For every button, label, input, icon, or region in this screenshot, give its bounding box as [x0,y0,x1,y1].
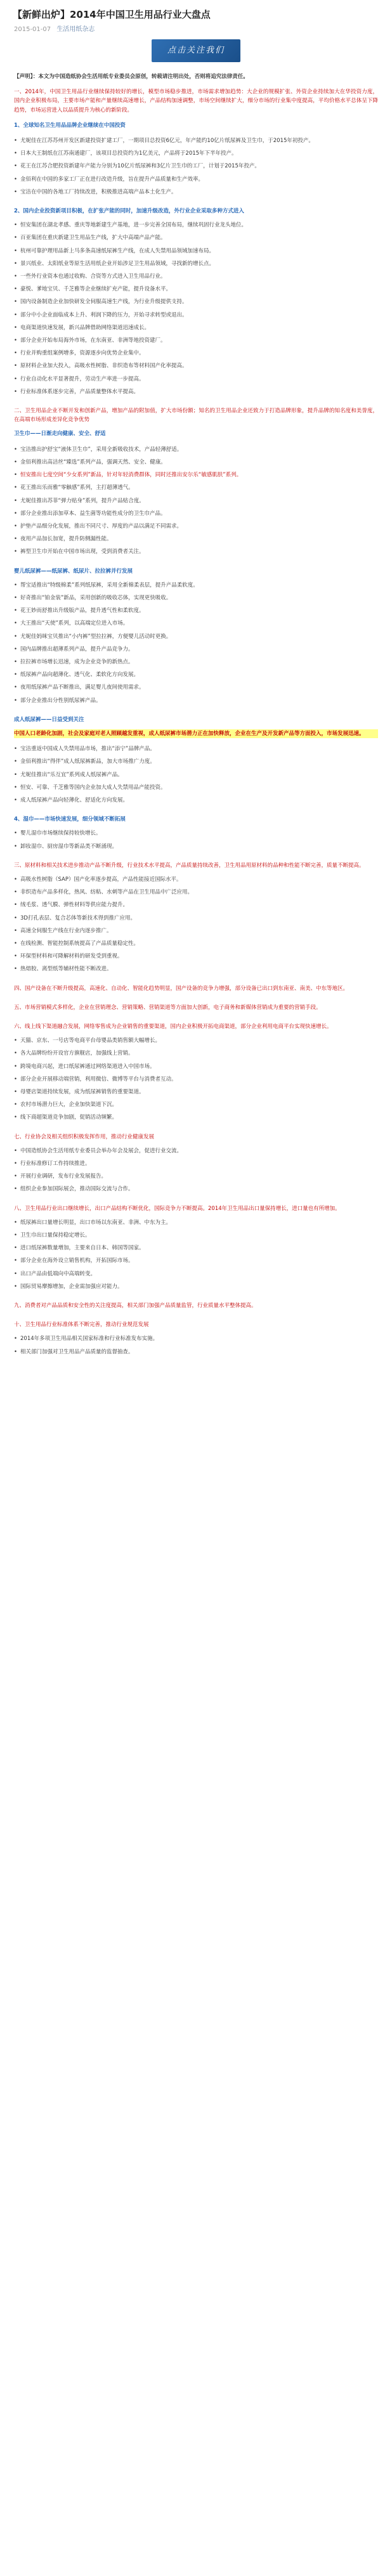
list-item: • 纸尿裤出口量增长明显，出口市场以东南亚、非洲、中东为主。 [14,1218,378,1227]
list-item: • 国内设备制造企业加快研发全伺服高速生产线，为行业升级提供支持。 [14,297,378,306]
list-item: • 尤妮佳推出“乐互宜”系列成人纸尿裤产品。 [14,771,378,779]
list [14,1036,378,1122]
list-item: • 帮宝适推出“特级棉柔”系列纸尿裤，采用全新棉柔表层，提升产品柔软度。 [14,581,378,590]
list-item: • 跨境电商兴起，进口纸尿裤通过网络渠道进入中国市场。 [14,1062,378,1071]
list-item: • 在线检测、智能控制系统提高了产品质量稳定性。 [14,939,378,948]
list-item: • 好奇推出“铂金装”新品，采用创新的吸收芯体，实现更快吸收。 [14,594,378,602]
list-item: • 卫生巾出口量保持稳定增长。 [14,1231,378,1240]
list-item: • 热熔胶、离型纸等辅材性能不断改进。 [14,965,378,973]
list-item: • 花王妙而舒推出升级版产品，提升透气性和柔软度。 [14,606,378,615]
list-item: • 尤妮佳妈咪宝贝推出“小内裤”型拉拉裤，方便婴儿活动时更换。 [14,632,378,641]
list-item: • 部分企业推出分性别纸尿裤产品。 [14,696,378,705]
list-item: • 宝洁在中国的各地工厂持续改进，积极推进高端产品本土化生产。 [14,188,378,197]
list-item: • 护垫产品细分化发展，推出不同尺寸、厚度的产品以满足不同需求。 [14,522,378,531]
list-item: • 非织造布产品多样化，热风、纺粘、水刺等产品在卫生用品中广泛应用。 [14,888,378,897]
list-item: • 绒毛浆、透气膜、弹性材料等供应能力提升。 [14,901,378,909]
list-item: • 宝洁推出护舒宝“液体卫生巾”，采用全新吸收技术，产品轻薄舒适。 [14,445,378,454]
list-item: • 进口纸尿裤数量增加，主要来自日本、韩国等国家。 [14,1244,378,1252]
list-item: • 出口产品由低端向中高端转变。 [14,1270,378,1278]
list-item: • 恒安、可靠、千芝雅等国内企业加大成人失禁用品产能投资。 [14,783,378,792]
list-item: • 部分中小企业面临成本上升、利润下降的压力，开始寻求转型或退出。 [14,311,378,320]
list [14,1218,378,1291]
section-4-title: 四、国产设备在不断升级提高，高速化、自动化、智能化趋势明显，国产设备的竞争力增强，部分设备已出口到东南亚、南美、中东等地区。 [14,985,349,992]
section-10-title: 十、卫生用品行业标准体系不断完善，推动行业规范发展 [14,1322,149,1329]
publish-date: 2015-01-07 [14,26,51,33]
article-body [9,72,383,1356]
list-item: • 百亚集团在重庆新建卫生用品生产线，扩大中高端产品产能。 [14,233,378,242]
list [14,221,378,396]
list [14,875,378,974]
list-item: • 高速全伺服生产线在行业内逐步推广。 [14,927,378,935]
list [14,1147,378,1194]
list-item: • 金佰利推出高洁丝“臻选”系列产品，强调天然、安全、健康。 [14,458,378,467]
list-item: • 夜用纸尿裤产品不断推出，满足婴儿夜间使用需求。 [14,683,378,692]
list-item: • 行业标准体系逐步完善，产品质量整体水平提高。 [14,387,378,396]
list-item: • 成人纸尿裤产品向轻薄化、舒适化方向发展。 [14,796,378,805]
list-item: • 金佰利在中国的多家工厂正在进行改造升级，旨在提升产品质量和生产效率。 [14,175,378,184]
section-9-title: 九、消费者对产品品质和安全性的关注度提高，相关部门加强产品质量监管，行业质量水平整体提高。 [14,1303,257,1310]
list-item: • 电商渠道快速发展，新兴品牌借助网络渠道迅速成长。 [14,323,378,332]
section-6-title: 六、线上线下渠道融合发展，网络零售成为企业销售的重要渠道，国内企业积极开拓电商渠道，部分企业利用电商平台实现快速增长。 [14,1024,332,1031]
list-item: • 金佰利推出“得伴”成人纸尿裤新品，加大市场推广力度。 [14,757,378,766]
list-item: • 2014年多项卫生用品相关国家标准和行业标准发布实施。 [14,1334,378,1343]
list-item: • 纸尿裤产品向超薄化、透气化、柔软化方向发展。 [14,670,378,679]
list-item: • 恒安推出七度空间“少女系列”新品，针对年轻消费群体，同时还推出安尔乐“敏感肌肤”系列。 [14,471,378,479]
section-1-title: 一、2014年，中国卫生用品行业继续保持较好的增长，模型市场稳步推进，市场需求增加趋势：大企业的规模扩张、外资企业持续加大在华投资力度，国内企业积极布局，主要市场产能和产量继续高速增长，产品结构加速调整，市场空间继续扩大，细分市场的行业集中度提高，平均价格水平总体呈下降趋势，市场运营进入以品质提升为核心的新阶段。 [14,89,378,114]
list-item: • 景兴纸业、太阳纸业等原生活用纸企业开始涉足卫生用品领域，寻找新的增长点。 [14,259,378,268]
subsection-heading: 1、全球知名卫生用品品牌企业继续在中国投资 [14,122,126,129]
list-item: • 夜用产品加长加宽，提升防侧漏性能。 [14,535,378,543]
list-item: • 行业并购重组案例增多，资源逐步向优势企业集中。 [14,349,378,358]
list-item: • 原材料企业加大投入，高吸水性树脂、非织造布等材料国产化率提高。 [14,361,378,370]
list-item: • 国际贸易摩擦增加，企业需加强应对能力。 [14,1282,378,1291]
list-item: • 中国造纸协会生活用纸专业委员会举办年会及展会，促进行业交流。 [14,1147,378,1155]
section-2-title: 二、卫生用品企业不断开发和创新产品，增加产品的附加值，扩大市场份额；知名的卫生用品企业还致力于打造品牌形象，提升品牌的知名度和美誉度，在高端市场形成差异化竞争优势 [14,408,378,424]
list-item: • 各大品牌纷纷开设官方旗舰店，加强线上营销。 [14,1049,378,1058]
list-item: • 卸妆湿巾、厨房湿巾等新品类不断涌现。 [14,842,378,851]
list-item: • 部分企业开展移动端营销，利用微信、微博等平台与消费者互动。 [14,1075,378,1084]
list-item: • 拉拉裤市场增长迅速，成为企业竞争的新热点。 [14,658,378,667]
list-item: • 日本大王制纸在江苏南通建厂，该项目总投资约为1亿美元，产品将于2015年下半年投产。 [14,149,378,158]
section-7-title: 七、行业协会及相关组织积极发挥作用，推动行业健康发展 [14,1133,155,1140]
list-item: • 婴儿湿巾市场继续保持较快增长。 [14,829,378,838]
subsection-heading: 成人纸尿裤——日益受到关注 [14,716,84,723]
list-item: • 宝洁重返中国成人失禁用品市场，推出“添宁”品牌产品。 [14,745,378,753]
list-item: • 农村市场潜力巨大，企业加快渠道下沉。 [14,1100,378,1109]
list [14,445,378,557]
list-item: • 组织企业参加国际展会，推动国际交流与合作。 [14,1185,378,1194]
article-meta [9,23,383,39]
list-item: • 3D打孔表层、复合芯体等新技术得到推广应用。 [14,914,378,923]
list-item: • 开展行业调研，发布行业发展报告。 [14,1172,378,1181]
subsection-heading: 卫生巾——日渐走向健康、安全、舒适 [14,431,106,438]
list-item: • 花王在江苏合肥投资新建年产能力分别为10亿片纸尿裤和3亿片卫生巾的工厂，计划于2015年投产。 [14,162,378,171]
list-item: • 尤妮佳推出苏菲“弹力贴身”系列，提升产品贴合度。 [14,497,378,505]
list-item: • 天猫、京东、一号店等电商平台母婴品类销售额大幅增长。 [14,1036,378,1045]
list [14,581,378,705]
list-item: • 相关部门加强对卫生用品产品质量的监督抽查。 [14,1348,378,1356]
list-item: • 裤型卫生巾开始在中国市场出现，受到消费者关注。 [14,547,378,556]
subsection-heading: 4、湿巾——市场快速发展，细分领域不断拓展 [14,816,126,823]
list-item: • 大王推出“天使”系列，以高端定位进入市场。 [14,619,378,628]
list-item: • 杭州可靠护理用品新上马多条高速纸尿裤生产线，在成人失禁用品领域加速布局。 [14,247,378,256]
list-item: • 尤妮佳在江苏苏州开发区新建投资扩建工厂，一期项目总投资6亿元，年产能约10亿片纸尿裤及卫生巾，于2015年初投产。 [14,136,378,145]
list [14,1334,378,1356]
list [14,829,378,850]
source-link[interactable]: 生活用纸杂志 [56,26,95,33]
statement: 【声明】：本文为中国造纸协会生活用纸专业委员会原创，转载请注明出处，否则将追究法律责任。 [14,74,249,80]
list-item: • 花王推出乐而雅“零触感”系列，主打超薄透气。 [14,483,378,492]
list-item: • 环保型材料和可降解材料的研发受到重视。 [14,952,378,961]
subsection-heading: 2、国内企业投资新项目积极，在扩张产能的同时，加速升级改造，外行业企业采取多种方式进入 [14,208,244,215]
list-item: • 部分企业推出添加草本、益生菌等功能性成分的卫生巾产品。 [14,509,378,518]
list-item: • 国内品牌推出超薄系列产品，提升产品竞争力。 [14,645,378,654]
list-item: • 线下商超渠道竞争加剧，促销活动频繁。 [14,1113,378,1122]
list-item: • 一些外行业资本也通过收购、合资等方式进入卫生用品行业。 [14,272,378,281]
subsection-heading: 婴儿纸尿裤——纸尿裤、纸尿片、拉拉裤并行发展 [14,568,133,575]
article [9,0,383,1356]
section-5-title: 五、市场营销模式多样化，企业在营销理念、营销策略、营销渠道等方面加大创新，电子商务和新媒体营销成为重要的营销手段。 [14,1004,322,1011]
list-item: • 母婴店渠道持续发展，成为纸尿裤销售的重要渠道。 [14,1088,378,1096]
list-item: • 豪悦、爹地宝贝、千芝雅等企业继续扩充产能，提升设备水平。 [14,285,378,294]
follow-banner[interactable]: 点击关注我们 [152,39,240,62]
section-8-title: 八、卫生用品行业出口继续增长，出口产品结构不断优化，国际竞争力不断提高。2014年卫生用品出口量保持增长，进口量也有所增加。 [14,1205,341,1212]
list-item: • 部分企业开始布局海外市场，在东南亚、非洲等地投资建厂。 [14,336,378,345]
list [14,136,378,197]
list-item: • 行业自动化水平显著提升，劳动生产率进一步提高。 [14,375,378,384]
highlight-paragraph: 中国人口老龄化加剧，社会及家庭对老人照顾越发重视，成人纸尿裤市场潜力正在加快释放，企业在生产及开发新产品等方面投入，市场发展迅速。 [14,729,378,738]
list [14,745,378,805]
section-3-title: 三、原材料和相关技术进步推动产品不断升级，行业技术水平提高，产品质量持续改善，卫生用品用原材料的品种和性能不断完善，质量不断提高。 [14,862,365,869]
list-item: • 高吸水性树脂（SAP）国产化率逐步提高，产品性能接近国际水平。 [14,875,378,884]
list-item: • 恒安集团在湖北孝感、重庆等地新建生产基地，进一步完善全国布局，继续巩固行业龙头地位。 [14,221,378,230]
list-item: • 行业标准修订工作持续推进。 [14,1159,378,1168]
article-title: 【新鲜出炉】2014年中国卫生用品行业大盘点 [13,9,211,20]
list-item: • 部分企业在海外设立销售机构，开拓国际市场。 [14,1256,378,1265]
